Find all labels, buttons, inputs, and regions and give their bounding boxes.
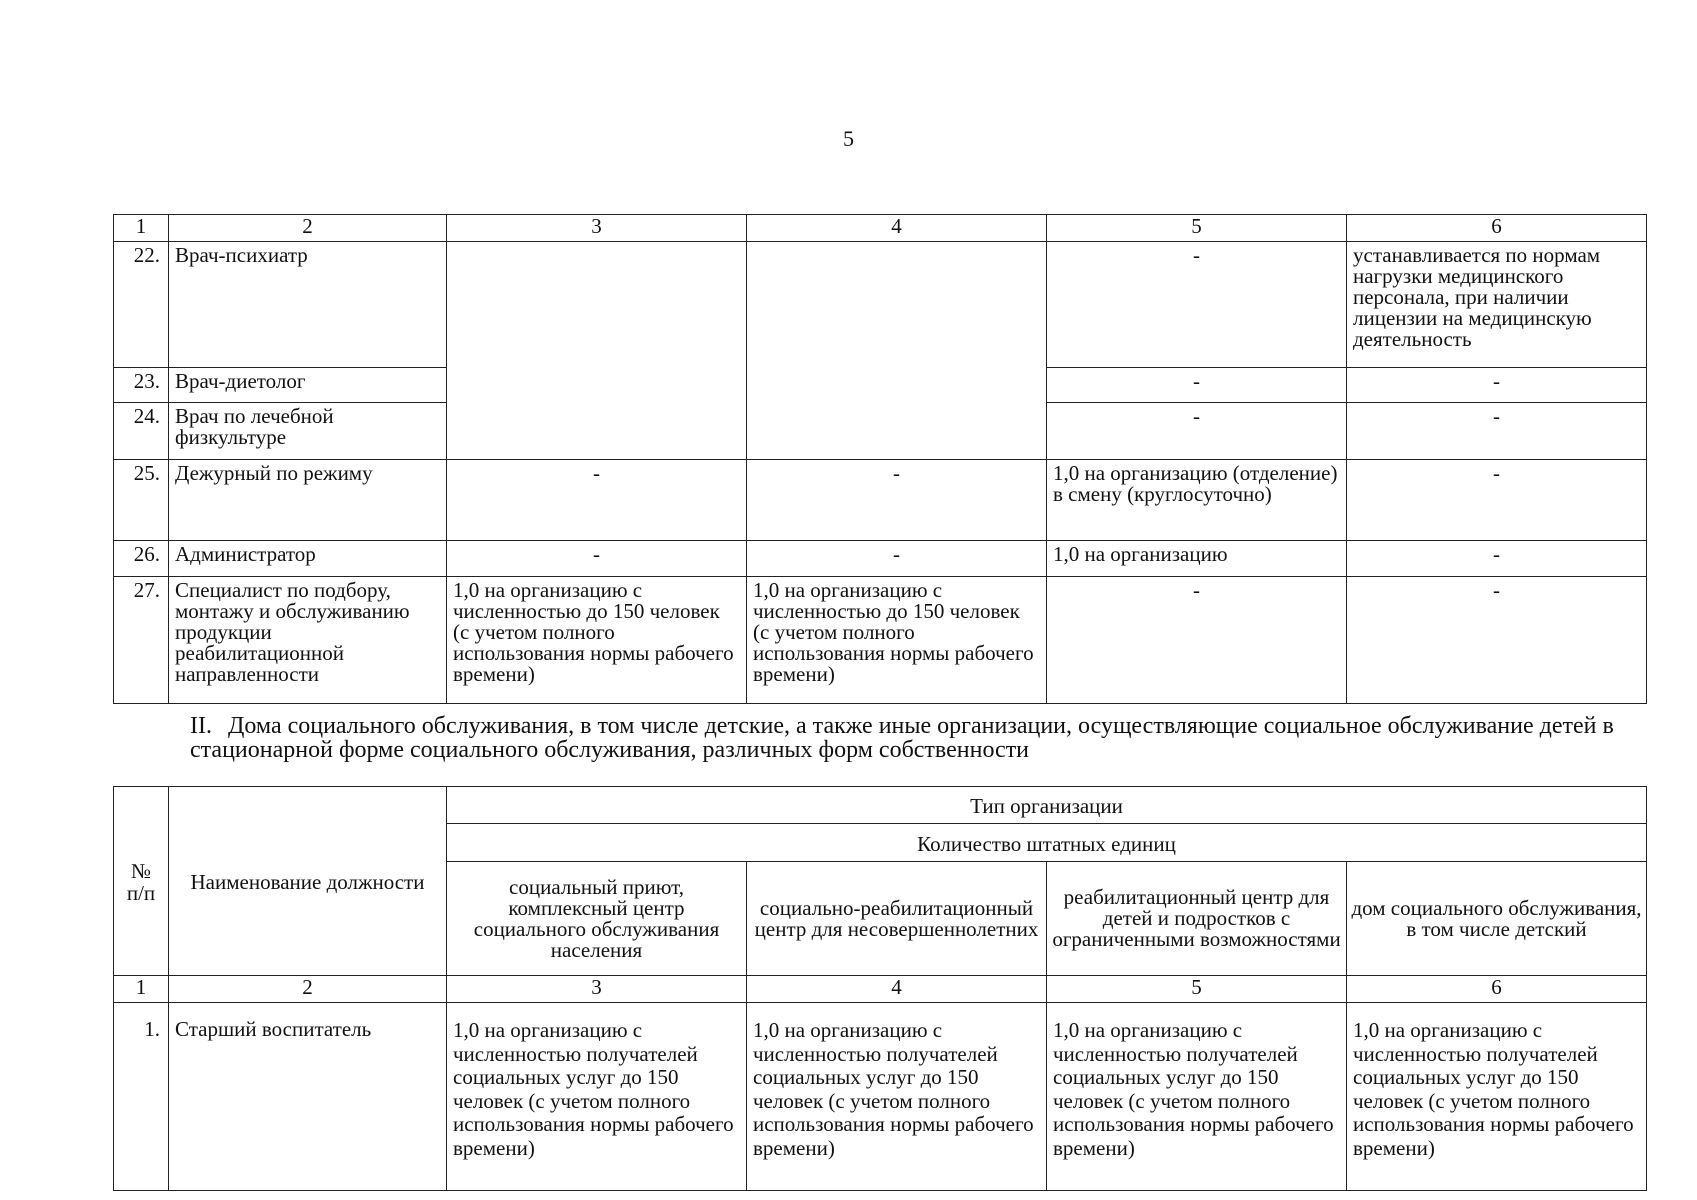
position-name: Специалист по подбору, монтажу и обслуживанию продукции реабилитационной направленности (169, 577, 447, 704)
row-number: 1. (114, 1003, 169, 1191)
header-org-col5: реабилитационный центр для детей и подростков с ограниченными возможностями (1047, 862, 1347, 976)
header-position: Наименование должности (169, 787, 447, 976)
staff-units-cell: - (1047, 368, 1347, 403)
staffing-table-continued (113, 214, 1647, 704)
table-row (114, 577, 1647, 704)
staff-units-cell: - (1347, 577, 1647, 704)
header-org-type: Тип организации (447, 787, 1647, 824)
row-number: 23. (114, 368, 169, 403)
header-num: № п/п (114, 787, 169, 976)
row-number: 26. (114, 541, 169, 577)
table-row (114, 1003, 1647, 1191)
column-number: 6 (1347, 215, 1647, 242)
staff-units-cell: 1,0 на организацию (отделение) в смену (круглосуточно) (1047, 460, 1347, 541)
staff-units-cell: - (447, 460, 747, 541)
column-number: 5 (1047, 976, 1347, 1003)
staff-units-cell: устанавливается по нормам нагрузки медицинского персонала, при наличии лицензии на медицинскую деятельность (1347, 242, 1647, 368)
merged-empty-cell (447, 242, 747, 460)
staff-units-cell: - (747, 541, 1047, 577)
staff-units-cell: 1,0 на организацию с численностью получателей социальных услуг до 150 человек (с учетом полного использования нормы рабочего времени) (1347, 1003, 1647, 1191)
table-row (114, 541, 1647, 577)
column-number: 3 (447, 976, 747, 1003)
column-number: 2 (169, 215, 447, 242)
header-staff-units: Количество штатных единиц (447, 824, 1647, 862)
header-org-col6: дом социального обслуживания, в том числе детский (1347, 862, 1647, 976)
section-heading (190, 714, 1650, 762)
staff-units-cell: - (1347, 460, 1647, 541)
column-number-row (114, 215, 1647, 242)
row-number: 25. (114, 460, 169, 541)
section-title-text: Дома социального обслуживания, в том числе детские, а также иные организации, осуществляющие социальное обслуживание детей в стационарной форме социального обслуживания, различных форм собственности (190, 713, 1614, 763)
column-number: 6 (1347, 976, 1647, 1003)
header-org-col4: социально-реабилитационный центр для несовершеннолетних (747, 862, 1047, 976)
column-number: 3 (447, 215, 747, 242)
table-row (114, 460, 1647, 541)
staff-units-cell: - (1347, 368, 1647, 403)
header-org-col3: социальный приют, комплексный центр социального обслуживания населения (447, 862, 747, 976)
staffing-table-section-2 (113, 786, 1647, 1191)
position-name: Врач-психиатр (169, 242, 447, 368)
staff-units-cell: - (747, 460, 1047, 541)
staff-units-cell: - (1047, 403, 1347, 460)
position-name: Администратор (169, 541, 447, 577)
position-name: Врач по лечебной физкультуре (169, 403, 447, 460)
section-roman-numeral: II. (190, 713, 212, 739)
staff-units-cell: 1,0 на организацию с численностью получателей социальных услуг до 150 человек (с учетом полного использования нормы рабочего времени) (1047, 1003, 1347, 1191)
column-number: 4 (747, 215, 1047, 242)
staff-units-cell: 1,0 на организацию с численностью получателей социальных услуг до 150 человек (с учетом полного использования нормы рабочего времени) (747, 1003, 1047, 1191)
table-row (114, 242, 1647, 368)
staff-units-cell: 1,0 на организацию (1047, 541, 1347, 577)
staff-units-cell: 1,0 на организацию с численностью до 150 человек (с учетом полного использования нормы рабочего времени) (747, 577, 1047, 704)
staff-units-cell: - (447, 541, 747, 577)
column-number: 1 (114, 976, 169, 1003)
column-number: 5 (1047, 215, 1347, 242)
column-number-row (114, 976, 1647, 1003)
position-name: Дежурный по режиму (169, 460, 447, 541)
column-number: 1 (114, 215, 169, 242)
position-name: Старший воспитатель (169, 1003, 447, 1191)
staff-units-cell: 1,0 на организацию с численностью получателей социальных услуг до 150 человек (с учетом полного использования нормы рабочего времени) (447, 1003, 747, 1191)
column-number: 4 (747, 976, 1047, 1003)
staff-units-cell: - (1347, 541, 1647, 577)
merged-empty-cell (747, 242, 1047, 460)
page-number: 5 (843, 126, 854, 151)
header-row (114, 787, 1647, 824)
row-number: 22. (114, 242, 169, 368)
staff-units-cell: - (1047, 242, 1347, 368)
column-number: 2 (169, 976, 447, 1003)
staff-units-cell: - (1347, 403, 1647, 460)
staff-units-cell: - (1047, 577, 1347, 704)
position-name: Врач-диетолог (169, 368, 447, 403)
row-number: 24. (114, 403, 169, 460)
staff-units-cell: 1,0 на организацию с численностью до 150 человек (с учетом полного использования нормы рабочего времени) (447, 577, 747, 704)
row-number: 27. (114, 577, 169, 704)
